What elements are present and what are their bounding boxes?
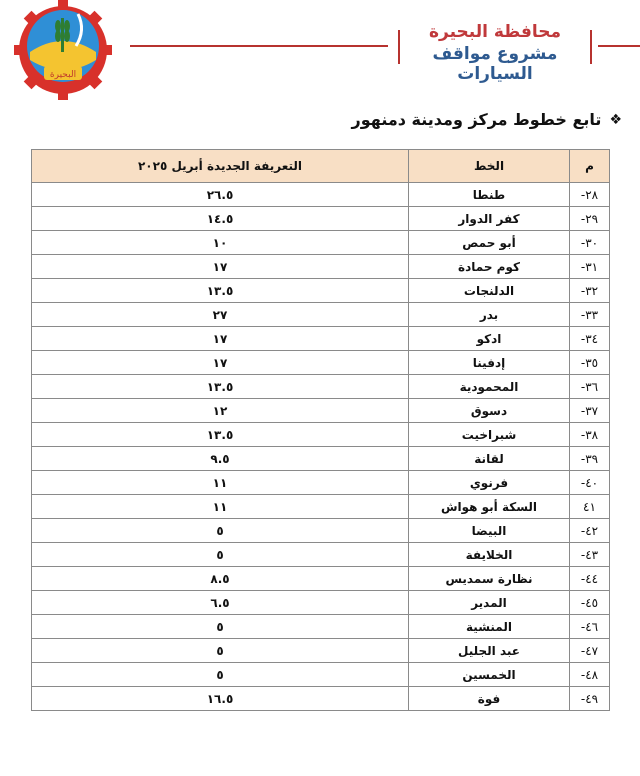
- line-price: ١٢: [32, 399, 409, 423]
- table-row: [32, 447, 610, 471]
- row-number: ٣٤-: [570, 327, 610, 351]
- row-number: ٣٢-: [570, 279, 610, 303]
- table-row: [32, 495, 610, 519]
- row-number: ٣١-: [570, 255, 610, 279]
- tariff-table: [31, 149, 610, 711]
- governorate-logo: [8, 0, 118, 100]
- line-price: ٨.٥: [32, 567, 409, 591]
- table-row: [32, 255, 610, 279]
- table-row: [32, 351, 610, 375]
- table-row: [32, 519, 610, 543]
- section-heading: [352, 110, 622, 129]
- line-name: الدلنجات: [409, 279, 570, 303]
- table-row: [32, 615, 610, 639]
- line-name: كوم حمادة: [409, 255, 570, 279]
- section-title: تابع خطوط مركز ومدينة دمنهور: [351, 110, 602, 129]
- line-name: دسوق: [409, 399, 570, 423]
- header-bar-right: [590, 30, 592, 64]
- header-bar-left: [398, 30, 400, 64]
- table-row: [32, 375, 610, 399]
- line-name: كفر الدوار: [409, 207, 570, 231]
- table-row: [32, 399, 610, 423]
- table-row: [32, 327, 610, 351]
- table-row: [32, 591, 610, 615]
- page-header: [0, 0, 640, 110]
- line-name: الخمسين: [409, 663, 570, 687]
- line-name: المنشية: [409, 615, 570, 639]
- row-number: ٤٧-: [570, 639, 610, 663]
- line-name: فوة: [409, 687, 570, 711]
- line-name: الخلايفة: [409, 543, 570, 567]
- row-number: ٤٩-: [570, 687, 610, 711]
- row-number: ٤٠-: [570, 471, 610, 495]
- line-price: ١١: [32, 495, 409, 519]
- table-row: [32, 639, 610, 663]
- line-name: طنطا: [409, 183, 570, 207]
- line-price: ١٤.٥: [32, 207, 409, 231]
- line-price: ١٣.٥: [32, 375, 409, 399]
- line-price: ١١: [32, 471, 409, 495]
- line-price: ١٧: [32, 255, 409, 279]
- line-price: ٦.٥: [32, 591, 409, 615]
- table-row: [32, 471, 610, 495]
- row-number: ٤٣-: [570, 543, 610, 567]
- line-price: ١٧: [32, 327, 409, 351]
- logo-text: البحيرة: [49, 70, 77, 80]
- row-number: ٣٣-: [570, 303, 610, 327]
- line-name: أبو حمص: [409, 231, 570, 255]
- line-name: بدر: [409, 303, 570, 327]
- line-price: ١٧: [32, 351, 409, 375]
- row-number: ٣٥-: [570, 351, 610, 375]
- row-number: ٤٦-: [570, 615, 610, 639]
- line-name: ادكو: [409, 327, 570, 351]
- header-divider-left: [130, 45, 388, 47]
- row-number: ٤١: [570, 495, 610, 519]
- line-name: لقانة: [409, 447, 570, 471]
- line-price: ٥: [32, 663, 409, 687]
- line-name: السكة أبو هواش: [409, 495, 570, 519]
- table-row: [32, 687, 610, 711]
- line-price: ٥: [32, 639, 409, 663]
- row-number: ٤٥-: [570, 591, 610, 615]
- line-name: شبراخيت: [409, 423, 570, 447]
- line-name: عبد الجليل: [409, 639, 570, 663]
- row-number: ٤٨-: [570, 663, 610, 687]
- line-price: ١٠: [32, 231, 409, 255]
- header-num: م: [570, 150, 610, 183]
- row-number: ٣٠-: [570, 231, 610, 255]
- row-number: ٣٧-: [570, 399, 610, 423]
- table-row: [32, 183, 610, 207]
- line-name: فرنوي: [409, 471, 570, 495]
- line-name: البيضا: [409, 519, 570, 543]
- row-number: ٤٢-: [570, 519, 610, 543]
- row-number: ٢٨-: [570, 183, 610, 207]
- line-name: المدير: [409, 591, 570, 615]
- header-divider-right: [598, 45, 640, 47]
- table-row: [32, 207, 610, 231]
- header-line: الخط: [409, 150, 570, 183]
- table-row: [32, 303, 610, 327]
- table-row: [32, 663, 610, 687]
- diamond-bullet-icon: ❖: [609, 111, 622, 128]
- line-price: ٩.٥: [32, 447, 409, 471]
- line-price: ٥: [32, 519, 409, 543]
- row-number: ٣٨-: [570, 423, 610, 447]
- line-price: ١٣.٥: [32, 423, 409, 447]
- line-name: إدفينا: [409, 351, 570, 375]
- line-price: ٢٦.٥: [32, 183, 409, 207]
- table-row: [32, 279, 610, 303]
- line-name: نظارة سمديس: [409, 567, 570, 591]
- line-price: ٢٧: [32, 303, 409, 327]
- line-name: المحمودية: [409, 375, 570, 399]
- line-price: ١٣.٥: [32, 279, 409, 303]
- line-price: ٥: [32, 615, 409, 639]
- header-price: التعريفة الجديدة أبريل ٢٠٢٥: [32, 150, 409, 183]
- table-header-row: [32, 150, 610, 183]
- line-price: ١٦.٥: [32, 687, 409, 711]
- table-row: [32, 423, 610, 447]
- row-number: ٣٩-: [570, 447, 610, 471]
- table-row: [32, 543, 610, 567]
- row-number: ٢٩-: [570, 207, 610, 231]
- row-number: ٤٤-: [570, 567, 610, 591]
- governorate-name: محافظة البحيرة: [428, 22, 562, 42]
- table-row: [32, 231, 610, 255]
- project-name: مشروع مواقف السيارات: [432, 44, 558, 84]
- row-number: ٣٦-: [570, 375, 610, 399]
- table-row: [32, 567, 610, 591]
- line-price: ٥: [32, 543, 409, 567]
